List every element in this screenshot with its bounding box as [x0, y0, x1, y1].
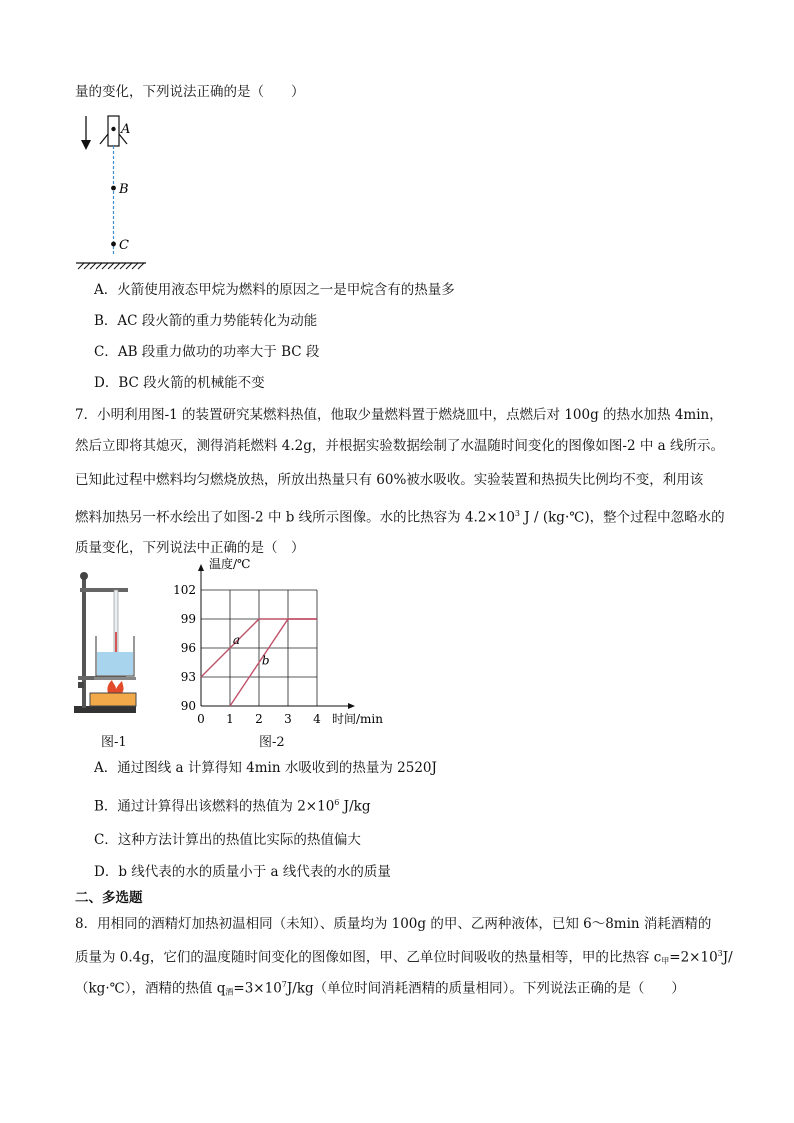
- q7-option-a: A．通过图线 a 计算得知 4min 水吸收到的热量为 2520J: [94, 760, 437, 776]
- point-label-c: C: [119, 238, 129, 253]
- series-label-a: a: [232, 633, 241, 648]
- series-label-b: b: [261, 653, 270, 668]
- q6-option-d: D．BC 段火箭的机械能不变: [94, 375, 265, 391]
- series-line-b: [230, 619, 317, 706]
- q6-option-a: A．火箭使用液态甲烷为燃料的原因之一是甲烷含有的热量多: [94, 282, 455, 298]
- q7-option-b: B．通过计算得出该燃料的热值为 $2\times 10^6$ J/kg: [94, 798, 371, 815]
- q8-stem-line-2: 质量为 0.4g，它们的温度随时间变化的图像如图，甲、乙单位时间吸收的热量相等，甲的比热容 $c_甲=2\times 10^3J/$: [75, 949, 733, 966]
- y-tick-label: 90: [180, 699, 196, 713]
- q8-stem-line-3: （kg·℃），酒精的热值 $q_酒=3\times 10^7J/kg$（单位时间消耗酒精的质量相同）。下列说法正确的是（ ）: [75, 980, 685, 997]
- x-tick-label: 2: [255, 712, 263, 726]
- point-label-b: B: [119, 182, 129, 197]
- q8-stem-line-1: 8．用相同的酒精灯加热初温相同（未知）、质量均为 100g 的甲、乙两种液体，已知 6～8min 消耗酒精的: [75, 916, 712, 932]
- q6-stem-tail: 量的变化，下列说法正确的是（ ）: [75, 84, 305, 100]
- temperature-time-chart: [173, 557, 386, 736]
- q7-stem-line-4: 燃料加热另一杯水绘出了如图-2 中 b 线所示图像。水的比热容为 $4.2\times 10^3$ J / (kg·℃)，整个过程中忽略水的: [75, 509, 725, 526]
- q6-option-b: B．AC 段火箭的重力势能转化为动能: [94, 313, 318, 329]
- q7-stem-line-1: 7．小明利用图-1 的装置研究某燃料热值，他取少量燃料置于燃烧皿中，点燃后对 100g 的热水加热 4min，: [75, 407, 723, 423]
- x-tick-label: 3: [284, 712, 292, 726]
- y-axis-arrow: [198, 564, 204, 571]
- point-label-a: A: [121, 122, 131, 137]
- section-title: 二、多选题: [75, 890, 143, 906]
- x-tick-label: 4: [313, 712, 321, 726]
- q7-stem-line-3: 已知此过程中燃料均匀燃烧放热，所放出热量只有 60%被水吸收。实验装置和热损失比例均不变，利用该: [75, 472, 704, 488]
- x-tick-label: 0: [197, 712, 205, 726]
- q6-option-c: C．AB 段重力做功的功率大于 BC 段: [94, 344, 320, 360]
- q7-stem-line-5: 质量变化，下列说法中正确的是（ ）: [75, 540, 305, 556]
- x-axis-label: 时间/min: [332, 712, 383, 726]
- x-axis-arrow: [348, 703, 355, 709]
- y-tick-label: 93: [180, 670, 196, 684]
- x-tick-label: 1: [226, 712, 234, 726]
- figure-2-caption: 图-2: [259, 735, 285, 750]
- q7-stem-line-2: 然后立即将其熄灭，测得消耗燃料 4.2g，并根据实验数据绘制了水温随时间变化的图像如图-2 中 a 线所示。: [75, 438, 724, 454]
- y-tick-label: 96: [180, 641, 196, 655]
- y-tick-label: 102: [173, 583, 196, 597]
- y-tick-label: 99: [180, 612, 196, 626]
- rocket-trajectory-figure: [72, 108, 156, 270]
- y-axis-label: 温度/℃: [209, 557, 251, 571]
- q7-option-d: D．b 线代表的水的质量小于 a 线代表的水的质量: [94, 864, 391, 880]
- q7-option-c: C．这种方法计算出的热值比实际的热值偏大: [94, 832, 361, 848]
- apparatus-figure: [70, 566, 140, 718]
- figure-1-caption: 图-1: [101, 735, 127, 750]
